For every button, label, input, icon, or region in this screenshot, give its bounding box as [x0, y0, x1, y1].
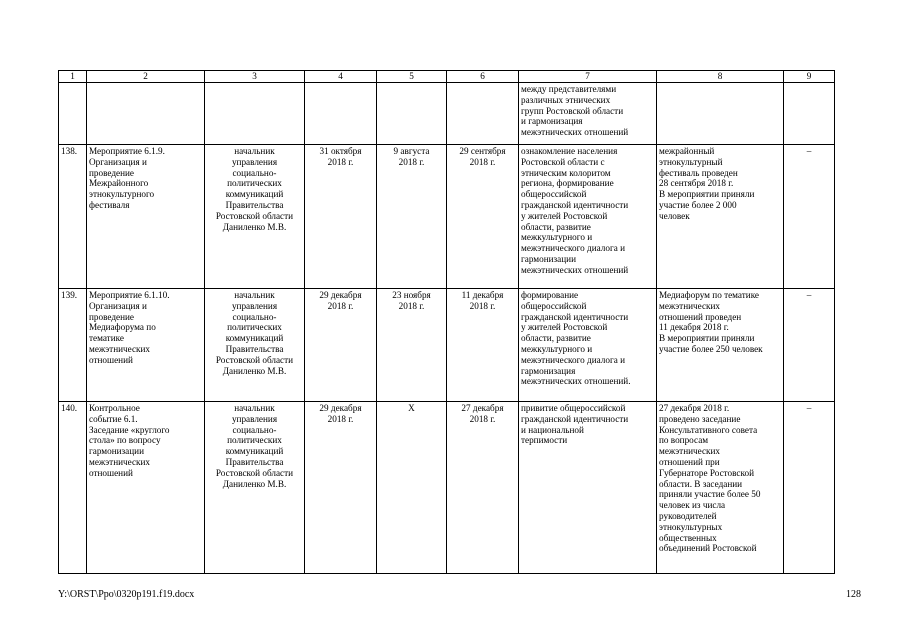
event-cell: Мероприятие 6.1.9. Организация и проведение Межрайонного этнокультурного фестиваля [87, 145, 205, 289]
note-cell: – [784, 402, 835, 574]
note-cell: – [784, 145, 835, 289]
actual-result-cell: 27 декабря 2018 г. проведено заседание Консультативного совета по вопросам межэтнических отношений при Губернаторе Ростовской области. В заседании приняли участие более 50 человек из числа руководителей этнокультурных общественных объединений Ростовской [657, 402, 784, 574]
start-date-cell: 23 ноября 2018 г. [377, 289, 447, 402]
row-number-cell [59, 83, 87, 145]
end-date-cell: 27 декабря 2018 г. [447, 402, 519, 574]
row-number-cell: 139. [59, 289, 87, 402]
actual-result-cell: межрайонный этнокультурный фестиваль проведен 28 сентября 2018 г. В мероприятии приняли участие более 2 000 человек [657, 145, 784, 289]
end-date-cell: 11 декабря 2018 г. [447, 289, 519, 402]
header-cell: 2 [87, 71, 205, 83]
responsible-cell [205, 83, 305, 145]
result-cell: между представителями различных этнических групп Ростовской области и гармонизация межэтнических отношений [519, 83, 657, 145]
start-date-cell: 9 августа 2018 г. [377, 145, 447, 289]
planned-date-cell: 29 декабря 2018 г. [305, 289, 377, 402]
row-number-cell: 140. [59, 402, 87, 574]
end-date-cell [447, 83, 519, 145]
actual-result-cell [657, 83, 784, 145]
table-row [59, 402, 835, 574]
planned-date-cell: 31 октября 2018 г. [305, 145, 377, 289]
header-cell: 3 [205, 71, 305, 83]
actual-result-cell: Медиафорум по тематике межэтнических отношений проведен 11 декабря 2018 г. В мероприятии приняли участие более 250 человек [657, 289, 784, 402]
header-cell: 8 [657, 71, 784, 83]
result-cell: ознакомление населения Ростовской области с этническим колоритом региона, формирование общероссийской гражданской идентичности у жителей Ростовской области, развитие межкультурного и межэтнического диалога и гармонизации межэтнических отношений [519, 145, 657, 289]
event-cell: Мероприятие 6.1.10. Организация и проведение Медиафорума по тематике межэтнических отношений [87, 289, 205, 402]
responsible-cell: начальник управления социально- политических коммуникаций Правительства Ростовской области Даниленко М.В. [205, 402, 305, 574]
header-cell: 9 [784, 71, 835, 83]
planned-date-cell: 29 декабря 2018 г. [305, 402, 377, 574]
header-cell: 4 [305, 71, 377, 83]
header-cell: 5 [377, 71, 447, 83]
event-cell [87, 83, 205, 145]
header-cell: 7 [519, 71, 657, 83]
table-row [59, 289, 835, 402]
result-cell: формирование общероссийской гражданской идентичности у жителей Ростовской области, развитие межкультурного и межэтнического диалога и гармонизация межэтнических отношений. [519, 289, 657, 402]
start-date-cell [377, 83, 447, 145]
page-number: 128 [846, 589, 861, 600]
responsible-cell: начальник управления социально- политических коммуникаций Правительства Ростовской области Даниленко М.В. [205, 145, 305, 289]
planned-date-cell [305, 83, 377, 145]
responsible-cell: начальник управления социально- политических коммуникаций Правительства Ростовской области Даниленко М.В. [205, 289, 305, 402]
row-number-cell: 138. [59, 145, 87, 289]
document-table [58, 70, 835, 574]
header-row [59, 71, 835, 83]
event-cell: Контрольное событие 6.1. Заседание «круглого стола» по вопросу гармонизации межэтнических отношений [87, 402, 205, 574]
table-row [59, 83, 835, 145]
table-row [59, 145, 835, 289]
result-cell: привитие общероссийской гражданской идентичности и национальной терпимости [519, 402, 657, 574]
file-path: Y:\ORST\Ppo\0320p191.f19.docx [58, 589, 195, 600]
end-date-cell: 29 сентября 2018 г. [447, 145, 519, 289]
header-cell: 6 [447, 71, 519, 83]
note-cell: – [784, 289, 835, 402]
start-date-cell: Х [377, 402, 447, 574]
note-cell [784, 83, 835, 145]
header-cell: 1 [59, 71, 87, 83]
